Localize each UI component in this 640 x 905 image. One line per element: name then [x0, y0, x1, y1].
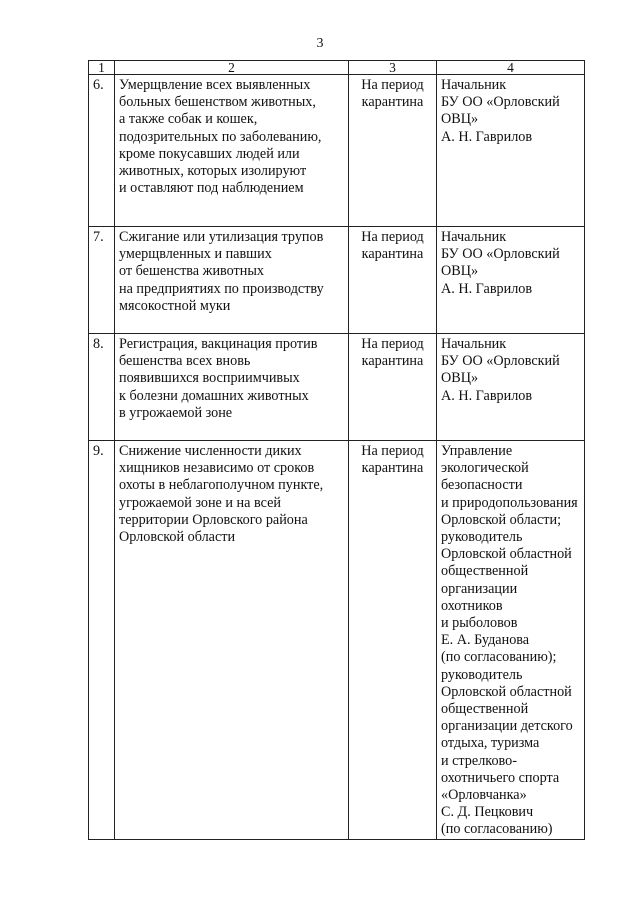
row-number: 7. [93, 229, 104, 245]
row-number: 9. [93, 443, 104, 459]
column-header-1: 1 [89, 61, 115, 75]
responsible-cell [437, 441, 585, 840]
responsible-text: Начальник БУ ОО «Орловский ОВЦ» А. Н. Гаврилов [441, 77, 560, 145]
row-number: 6. [93, 77, 104, 93]
action-text: Сжигание или утилизация трупов умерщвленных и павших от бешенства животных на предприятиях по производству мясокостной муки [119, 229, 324, 314]
action-text: Регистрация, вакцинация против бешенства всех вновь появившихся восприимчивых к болезни домашних животных в угрожаемой зоне [119, 336, 318, 421]
responsible-cell [437, 334, 585, 441]
responsible-cell [437, 227, 585, 334]
period-text: На период карантина [361, 336, 424, 370]
row-number-cell [89, 441, 115, 840]
action-text: Умерщвление всех выявленных больных бешенством животных, а также собак и кошек, подозрительных по заболеванию, кроме покусавших людей или животных, которых изолируют и оставляют под наблюдением [119, 77, 322, 197]
row-number-cell [89, 227, 115, 334]
period-text: На период карантина [361, 229, 424, 263]
action-text: Снижение численности диких хищников независимо от сроков охоты в неблагополучном пункте, угрожаемой зоне и на всей территории Орловского района Орловской области [119, 443, 324, 546]
page-number: 3 [316, 36, 324, 51]
column-header-3: 3 [349, 61, 437, 75]
responsible-text: Управление экологической безопасности и природопользования Орловской области; руководитель Орловской областной общественной организации охотников и рыболовов Е. А. Буданова (по согласованию); руководитель Орловской областной общественной организации детского отдыха, туризма и стрелково- охотничьего спорта «Орловчанка» С. Д. Пецкович (по согласованию) [441, 443, 578, 838]
row-number: 8. [93, 336, 104, 352]
period-cell [349, 75, 437, 227]
responsible-text: Начальник БУ ОО «Орловский ОВЦ» А. Н. Гаврилов [441, 229, 560, 297]
period-text: На период карантина [361, 443, 424, 477]
period-cell [349, 441, 437, 840]
action-cell [115, 441, 349, 840]
period-cell [349, 227, 437, 334]
column-header-2: 2 [115, 61, 349, 75]
responsible-text: Начальник БУ ОО «Орловский ОВЦ» А. Н. Гаврилов [441, 336, 560, 404]
period-text: На период карантина [361, 77, 424, 111]
row-number-cell [89, 334, 115, 441]
action-cell [115, 227, 349, 334]
table-row [89, 441, 585, 840]
table-row [89, 334, 585, 441]
column-header-4: 4 [437, 61, 585, 75]
action-cell [115, 75, 349, 227]
table-row [89, 227, 585, 334]
action-cell [115, 334, 349, 441]
table-header-row [89, 61, 585, 75]
table-row [89, 75, 585, 227]
measures-table [88, 60, 585, 840]
row-number-cell [89, 75, 115, 227]
period-cell [349, 334, 437, 441]
responsible-cell [437, 75, 585, 227]
